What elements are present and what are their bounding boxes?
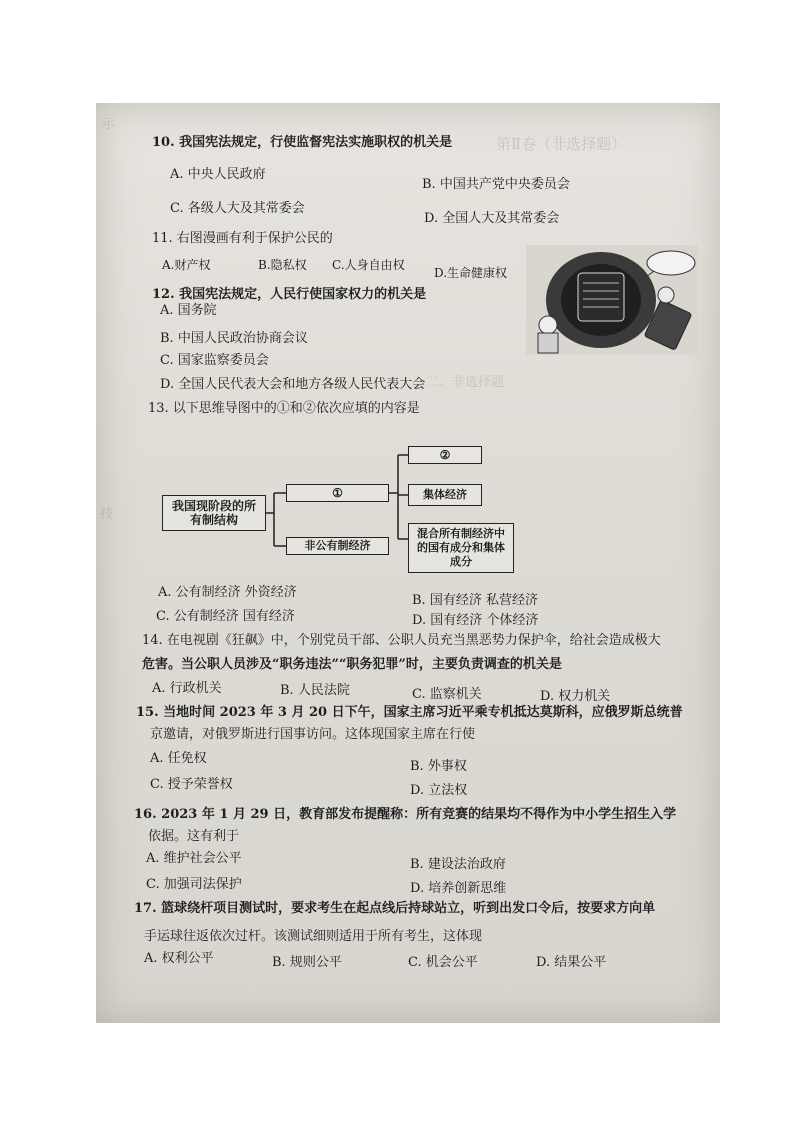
q11-option-a: A.财产权 [162, 258, 211, 272]
q16-option-b: B. 建设法治政府 [410, 857, 506, 872]
q13-option-b: B. 国有经济 私营经济 [412, 593, 538, 608]
q16-option-a: A. 维护社会公平 [146, 851, 242, 866]
q11-option-b: B.隐私权 [258, 258, 307, 272]
mind-map-nonpublic-node: 非公有制经济 [286, 537, 389, 555]
q10-option-a: A. 中央人民政府 [170, 167, 266, 182]
q16-option-c: C. 加强司法保护 [146, 877, 242, 892]
q15-stem-line2: 京邀请，对俄罗斯进行国事访问。这体现国家主席在行使 [150, 727, 476, 742]
q17-stem-line2: 手运球往返依次过杆。该测试细则适用于所有考生，这体现 [144, 929, 483, 944]
q13-stem: 13. 以下思维导图中的①和②依次应填的内容是 [148, 401, 420, 416]
q17-option-c: C. 机会公平 [408, 955, 478, 970]
q16-stem-line1: 16. 2023 年 1 月 29 日，教育部发布提醒称：所有竞赛的结果均不得作为中小学生招生入学 [134, 807, 677, 822]
q15-option-d: D. 立法权 [410, 783, 468, 798]
q14-stem-line1: 14. 在电视剧《狂飙》中，个别党员干部、公职人员充当黑恶势力保护伞，给社会造成极大 [142, 633, 661, 648]
cartoon-illustration [526, 245, 698, 355]
q13-option-c: C. 公有制经济 国有经济 [156, 609, 295, 624]
q12-option-a: A. 国务院 [160, 303, 217, 318]
q16-option-d: D. 培养创新思维 [410, 881, 507, 896]
q10-option-b: B. 中国共产党中央委员会 [422, 177, 570, 192]
q12-option-c: C. 国家监察委员会 [160, 353, 269, 368]
q11-stem: 11. 右图漫画有利于保护公民的 [152, 231, 333, 246]
q11-option-c: C.人身自由权 [332, 258, 405, 272]
exam-paper [96, 103, 720, 1023]
q10-option-c: C. 各级人大及其常委会 [170, 201, 305, 216]
q14-option-a: A. 行政机关 [152, 681, 222, 696]
bleed-through-text: 示 [102, 117, 116, 132]
q13-option-d: D. 国有经济 个体经济 [412, 613, 539, 628]
q14-stem-line2: 危害。当公职人员涉及“职务违法”“职务犯罪”时，主要负责调查的机关是 [142, 657, 562, 672]
q14-option-b: B. 人民法院 [280, 683, 350, 698]
q17-option-a: A. 权利公平 [144, 951, 214, 966]
q10-stem: 10. 我国宪法规定，行使监督宪法实施职权的机关是 [152, 135, 453, 150]
q12-option-d: D. 全国人民代表大会和地方各级人民代表大会 [160, 377, 426, 392]
q10-option-d: D. 全国人大及其常委会 [424, 211, 560, 226]
q17-option-b: B. 规则公平 [272, 955, 342, 970]
q17-option-d: D. 结果公平 [536, 955, 607, 970]
q12-stem: 12. 我国宪法规定，人民行使国家权力的机关是 [152, 287, 427, 302]
mind-map-collective-node: 集体经济 [408, 484, 482, 506]
mind-map-mixed-node: 混合所有制经济中的国有成分和集体成分 [408, 523, 514, 573]
q15-option-c: C. 授予荣誉权 [150, 777, 233, 792]
bleed-through-text: 技 [100, 507, 114, 522]
q15-option-a: A. 任免权 [150, 751, 207, 766]
mind-map-root-node: 我国现阶段的所有制结构 [162, 495, 266, 531]
mind-map-node-1: ① [286, 484, 389, 502]
q14-option-d: D. 权力机关 [540, 689, 611, 704]
mind-map-node-2: ② [408, 446, 482, 464]
q15-stem-line1: 15. 当地时间 2023 年 3 月 20 日下午，国家主席习近平乘专机抵达莫斯科，应俄罗斯总统普 [136, 705, 683, 720]
bleed-through-text: 第Ⅱ卷（非选择题） [496, 135, 627, 153]
q14-option-c: C. 监察机关 [412, 687, 482, 702]
q13-option-a: A. 公有制经济 外资经济 [158, 585, 297, 600]
q17-stem-line1: 17. 篮球绕杆项目测试时，要求考生在起点线后持球站立，听到出发口令后，按要求方向单 [134, 901, 656, 916]
q11-option-d: D.生命健康权 [434, 266, 508, 280]
q12-option-b: B. 中国人民政治协商会议 [160, 331, 308, 346]
q16-stem-line2: 依据。这有利于 [148, 829, 240, 844]
q15-option-b: B. 外事权 [410, 759, 467, 774]
bleed-through-text: 二、非选择题 [426, 375, 505, 390]
